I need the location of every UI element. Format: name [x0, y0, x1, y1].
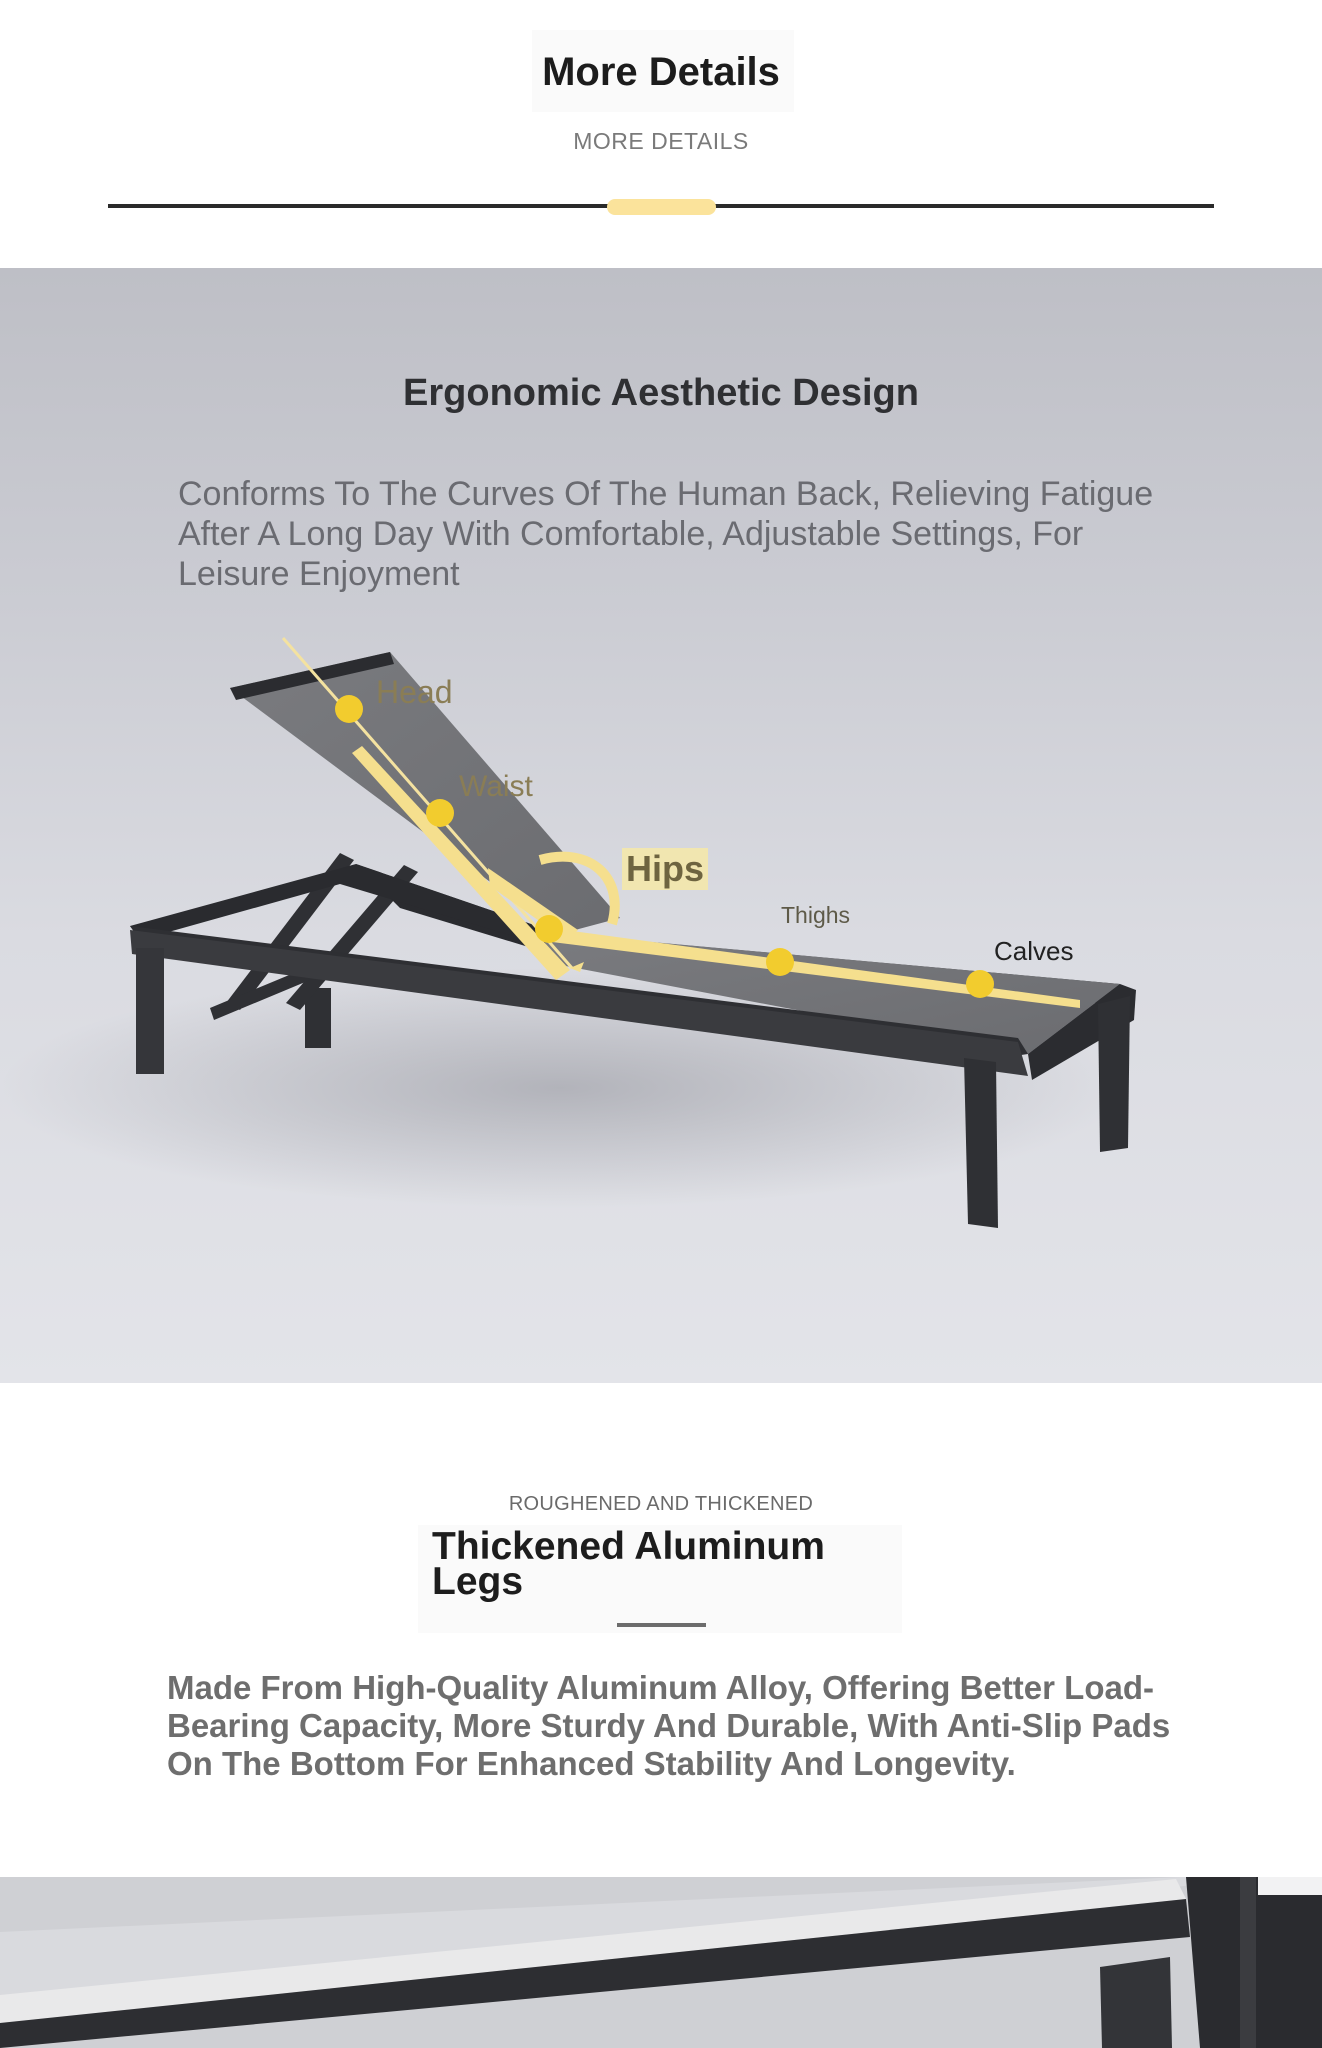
thighs-marker: [766, 948, 794, 976]
waist-marker: [426, 799, 454, 827]
hips-marker: [535, 915, 563, 943]
head-marker: [335, 695, 363, 723]
head-label: Head: [376, 674, 453, 710]
aluminum-legs-section: [0, 1383, 1322, 1877]
ergonomic-description: Conforms To The Curves Of The Human Back, Relieving Fatigue After A Long Day With Comfortable, Adjustable Settings, For Leisure Enjoyment: [178, 475, 1154, 593]
lounge-chair-illustration: [0, 268, 1322, 1383]
more-details-header: [0, 0, 1322, 268]
legs-title: Thickened Aluminum Legs: [432, 1525, 825, 1603]
legs-tag: ROUGHENED AND THICKENED: [508, 1493, 814, 1515]
legs-description: Made From High-Quality Aluminum Alloy, Offering Better Load-Bearing Capacity, More Sturdy And Durable, With Anti-Slip Pads On The Bottom For Enhanced Stability And Longevity.: [167, 1669, 1171, 1782]
thighs-label: Thighs: [781, 902, 851, 928]
page-title: More Details: [542, 50, 780, 94]
calves-marker: [966, 970, 994, 998]
calves-label: Calves: [994, 936, 1074, 966]
page-subtitle: MORE DETAILS: [573, 128, 749, 154]
ergonomic-design-section: [0, 268, 1322, 1383]
ergonomic-title: Ergonomic Aesthetic Design: [403, 372, 919, 414]
leg-closeup-photo: [0, 1877, 1322, 2048]
header-divider-accent: [607, 199, 716, 215]
waist-label: Waist: [459, 770, 533, 803]
leg-closeup-illustration: [0, 1877, 1322, 2048]
legs-divider: [617, 1623, 706, 1627]
hips-label: Hips: [622, 848, 708, 890]
